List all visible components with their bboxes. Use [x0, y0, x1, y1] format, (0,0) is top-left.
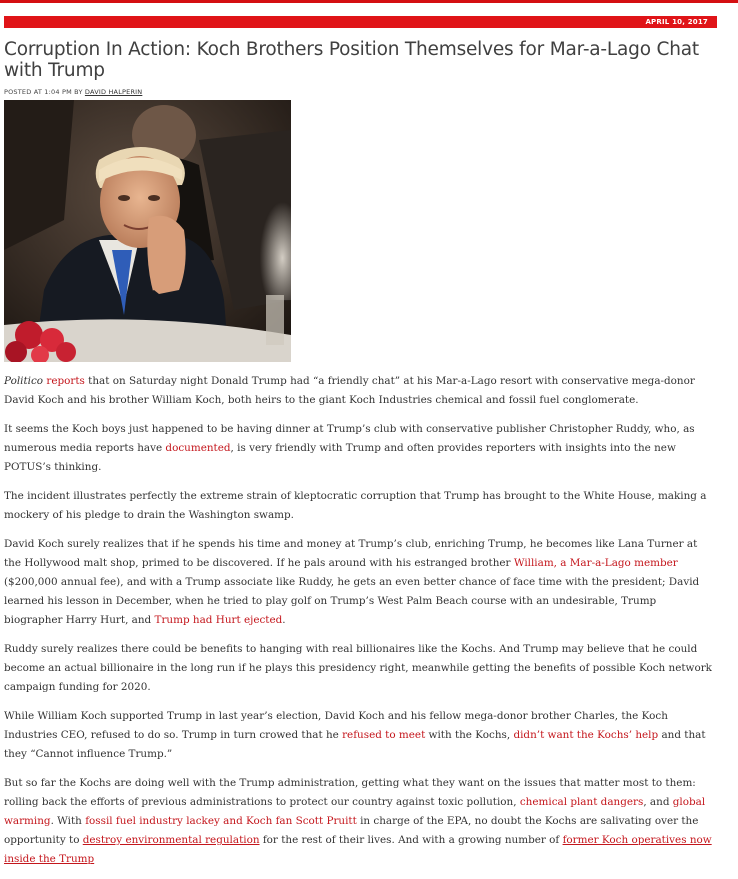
- mar-a-lago-member-link[interactable]: William, a Mar-a-Lago member: [513, 557, 678, 569]
- paragraph-7: [4, 774, 716, 869]
- paragraph-2: [4, 420, 716, 477]
- paragraph-text: , is very friendly with Trump and often provides reporters with insights into the new POTUS’s thinking.: [4, 442, 676, 473]
- kochs-help-link[interactable]: didn’t want the Kochs’ help: [513, 729, 659, 741]
- article-body: [4, 372, 716, 879]
- refused-to-meet-link[interactable]: refused to meet: [342, 729, 426, 741]
- paragraph-5: Ruddy surely realizes there could be benefits to hanging with real billionaires like the Kochs. And Trump may believe that he could become an actual billionaire in the long run if he plays this presidency right, meanwhile getting the benefits of possible Koch network campaign funding for 2020.: [4, 643, 712, 693]
- paragraph-text: ($200,000 annual fee), and with a Trump associate like Ruddy, he gets an even better chance of face time with the president; David learned his lesson in December, when he tried to play golf on Trump’s West Palm Beach course with an undesirable, Trump biographer Harry Hurt, and: [4, 576, 700, 626]
- chemical-plant-link[interactable]: chemical plant dangers: [519, 796, 644, 808]
- author-link[interactable]: DAVID HALPERIN: [84, 88, 143, 96]
- reports-link[interactable]: reports: [46, 375, 85, 387]
- article-photo: [4, 100, 291, 362]
- paragraph-text: for the rest of their lives. And with a growing number of: [259, 834, 563, 846]
- paragraph-text: and that they “Cannot influence Trump.”: [4, 729, 706, 760]
- paragraph-6: [4, 707, 716, 764]
- hurt-ejected-link[interactable]: Trump had Hurt ejected: [154, 614, 283, 626]
- paragraph-1: [4, 372, 716, 410]
- date-bar: [4, 16, 717, 28]
- posted-at: POSTED AT 1:04 PM BY: [4, 88, 83, 96]
- paragraph-text: David Koch surely realizes that if he spends his time and money at Trump’s club, enriching Trump, he becomes like Lana Turner at the Hollywood malt shop, primed to be discovered. If he pals around with his estranged brother: [4, 538, 698, 569]
- paragraph-text: While William Koch supported Trump in last year’s election, David Koch and his fellow mega-donor brother Charles, the Koch Industries CEO, refused to do so. Trump in turn crowed that he: [4, 710, 668, 741]
- paragraph-text: It seems the Koch boys just happened to be having dinner at Trump’s club with conservative publisher Christopher Ruddy, who, as numerous media reports have: [4, 423, 695, 454]
- paragraph-text: in charge of the EPA, no doubt the Kochs are salivating over the opportunity to: [4, 815, 699, 846]
- paragraph-text: that on Saturday night Donald Trump had “a friendly chat” at his Mar-a-Lago resort with conservative mega-donor David Koch and his brother William Koch, both heirs to the giant Koch Industries chemical and fossil fuel conglomerate.: [4, 375, 695, 406]
- paragraph-3: The incident illustrates perfectly the extreme strain of kleptocratic corruption that Trump has brought to the White House, making a mockery of his pledge to drain the Washington swamp.: [4, 490, 707, 521]
- global-warming-link[interactable]: global warming: [4, 796, 706, 827]
- paragraph-text: . With: [50, 815, 86, 827]
- paragraph-text: , and: [643, 796, 673, 808]
- top-rule: [0, 0, 738, 3]
- scott-pruitt-link[interactable]: fossil fuel industry lackey and Koch fan Scott Pruitt: [85, 815, 357, 827]
- byline: [4, 88, 142, 96]
- paragraph-text: .: [282, 614, 286, 626]
- post-date: APRIL 10, 2017: [645, 18, 708, 26]
- photo-illustration: [4, 100, 291, 362]
- paragraph-text: But so far the Kochs are doing well with the Trump administration, getting what they want on the issues that matter most to them: rolling back the efforts of previous administrations to protect our country against toxic pollution,: [4, 777, 696, 808]
- paragraph-text: with the Kochs,: [425, 729, 514, 741]
- destroy-regulation-link[interactable]: destroy environmental regulation: [82, 834, 260, 846]
- documented-link[interactable]: documented: [165, 442, 231, 454]
- publication-name: Politico: [4, 375, 44, 387]
- koch-operatives-link[interactable]: former Koch operatives now inside the Trump: [4, 834, 712, 865]
- post-title[interactable]: Corruption In Action: Koch Brothers Position Themselves for Mar-a-Lago Chat with Trump: [4, 39, 699, 81]
- paragraph-4: [4, 535, 716, 630]
